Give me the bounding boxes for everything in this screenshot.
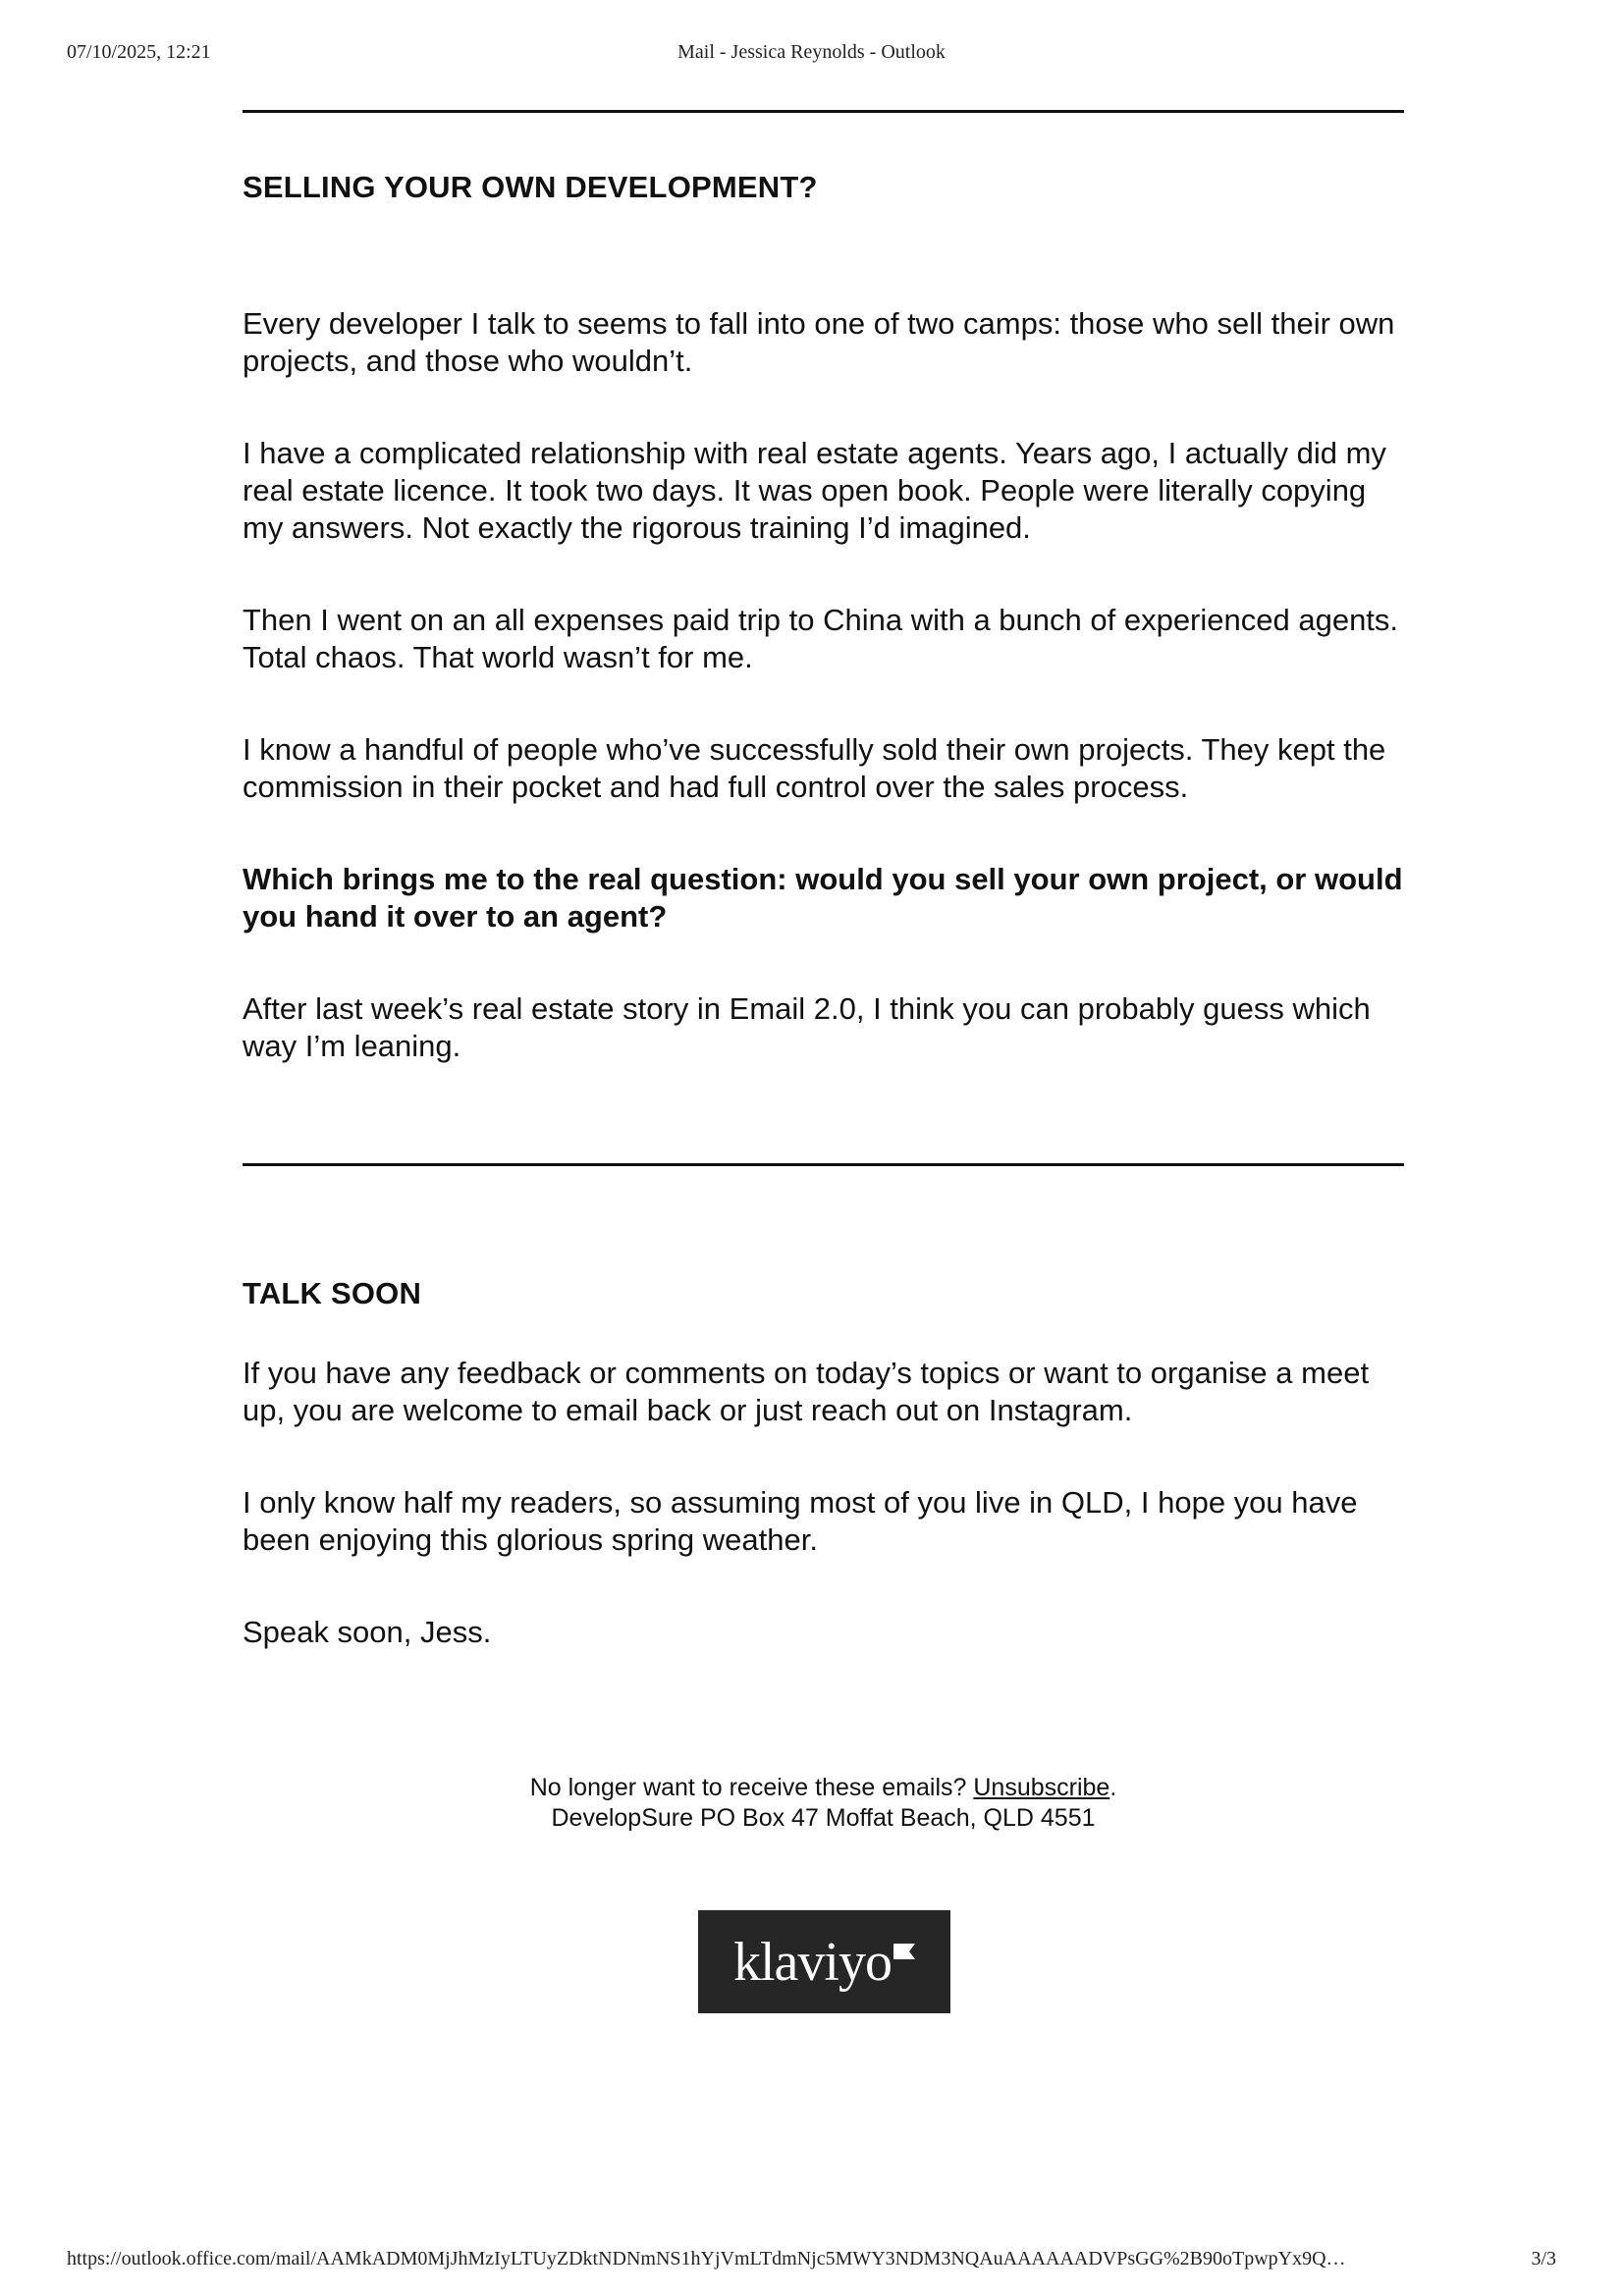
section-heading-talk-soon: TALK SOON (243, 1276, 422, 1310)
print-url: https://outlook.office.com/mail/AAMkADM0MjJhMzIyLTUyZDktNDNmNS1hYjVmLTdmNjc5MWY3NDM3NQAuAAAAAADVPsGG%2B90oTpwpYx9Q… (67, 2248, 1346, 2269)
section-heading-selling: SELLING YOUR OWN DEVELOPMENT? (243, 170, 818, 204)
paragraph-bold-question: Which brings me to the real question: would you sell your own project, or would you hand it over to an agent? (243, 862, 1403, 934)
unsubscribe-prefix: No longer want to receive these emails? (529, 1774, 967, 1801)
sign-off: Speak soon, Jess. (243, 1615, 492, 1649)
sender-address: DevelopSure PO Box 47 Moffat Beach, QLD 4551 (551, 1804, 1096, 1832)
paragraph: I know a handful of people who’ve successfully sold their own projects. They kept the commission in their pocket and had full control over the sales process. (243, 732, 1386, 804)
divider-middle (243, 1163, 1404, 1166)
paragraph: I have a complicated relationship with real estate agents. Years ago, I actually did my real estate licence. It took two days. It was open book. People were literally copying my answers. Not exactly the rigorous training I’d imagined. (243, 436, 1386, 545)
logo-text: klaviyo (733, 1931, 892, 1993)
unsubscribe-link[interactable]: Unsubscribe (973, 1774, 1110, 1801)
divider-top (243, 110, 1404, 113)
unsubscribe-suffix: . (1109, 1774, 1117, 1801)
email-footer (243, 1773, 1404, 1834)
print-datetime: 07/10/2025, 12:21 (67, 41, 211, 63)
email-body (243, 110, 1404, 1651)
paragraph: Then I went on an all expenses paid trip to China with a bunch of experienced agents. Total chaos. That world wasn’t for me. (243, 603, 1399, 674)
print-page-title: Mail - Jessica Reynolds - Outlook (677, 41, 946, 63)
paragraph: Every developer I talk to seems to fall into one of two camps: those who sell their own projects, and those who wouldn’t. (243, 306, 1395, 378)
paragraph: I only know half my readers, so assuming most of you live in QLD, I hope you have been enjoying this glorious spring weather. (243, 1485, 1358, 1557)
paragraph: If you have any feedback or comments on today’s topics or want to organise a meet up, you are welcome to email back or just reach out on Instagram. (243, 1356, 1370, 1427)
klaviyo-logo[interactable] (698, 1910, 950, 2013)
print-footer (67, 2248, 1556, 2277)
unsubscribe-line (243, 1773, 1404, 1803)
page-number: 3/3 (1531, 2248, 1556, 2269)
flag-icon (893, 1944, 915, 1959)
print-header (67, 41, 1556, 71)
paragraph: After last week’s real estate story in Email 2.0, I think you can probably guess which way I’m leaning. (243, 991, 1371, 1063)
